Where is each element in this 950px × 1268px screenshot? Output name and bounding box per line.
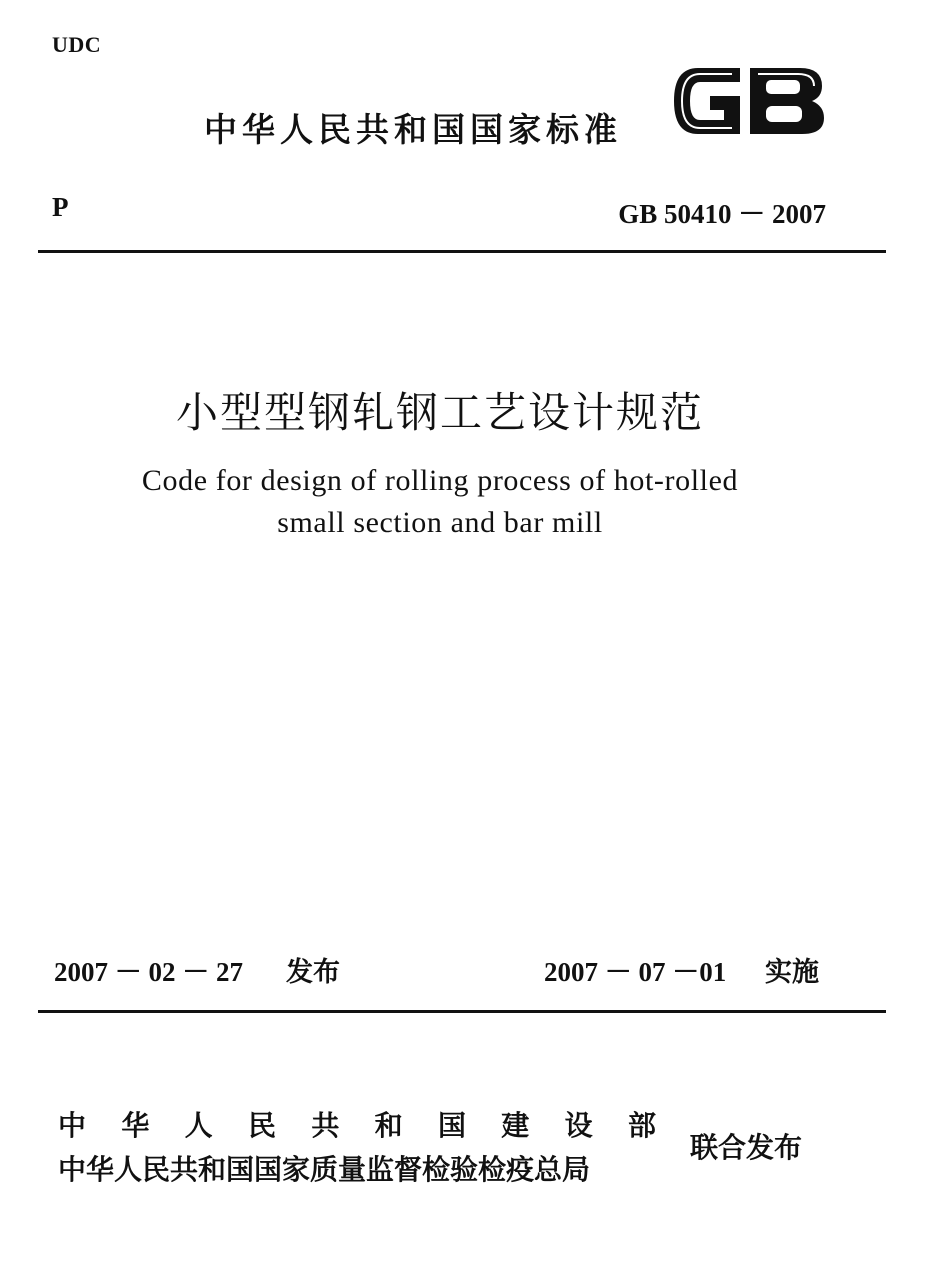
document-title-en — [0, 460, 880, 544]
effective-label: 实施 — [765, 957, 819, 988]
issuer-char: 设 — [564, 1109, 593, 1142]
issuer-char: 部 — [627, 1109, 656, 1142]
gb-logo — [668, 58, 828, 144]
bottom-divider — [38, 1010, 886, 1013]
category-code: P — [52, 192, 69, 222]
udc-label: UDC — [52, 32, 102, 57]
issuer-aqsiq: 中华人民共和国国家质量监督检验检疫总局 — [58, 1153, 591, 1186]
issuer-char: 共 — [311, 1109, 340, 1142]
document-title-zh: 小型型钢轧钢工艺设计规范 — [175, 388, 704, 437]
top-divider — [38, 250, 886, 253]
issuer-char: 和 — [374, 1109, 403, 1142]
title-en-line-2: small section and bar mill — [277, 506, 603, 539]
issuer-char: 民 — [247, 1109, 276, 1142]
standard-number: GB 50410 － 2007 — [618, 199, 826, 229]
issuer-char: 华 — [121, 1109, 150, 1142]
issuer-char: 人 — [184, 1109, 213, 1142]
standard-title: 中华人民共和国国家标准 — [204, 110, 622, 149]
joint-issue-label: 联合发布 — [690, 1131, 803, 1164]
issuer-char: 建 — [501, 1109, 530, 1142]
issuer-char: 国 — [437, 1109, 466, 1142]
issue-label: 发布 — [286, 957, 340, 988]
issuer-char: 中 — [58, 1109, 87, 1142]
title-en-line-1: Code for design of rolling process of hot-rolled — [141, 464, 739, 497]
issuer-ministry — [58, 1104, 656, 1144]
issue-date: 2007 － 02 － 27 — [54, 957, 243, 987]
effective-date: 2007 － 07 －01 — [544, 957, 727, 987]
